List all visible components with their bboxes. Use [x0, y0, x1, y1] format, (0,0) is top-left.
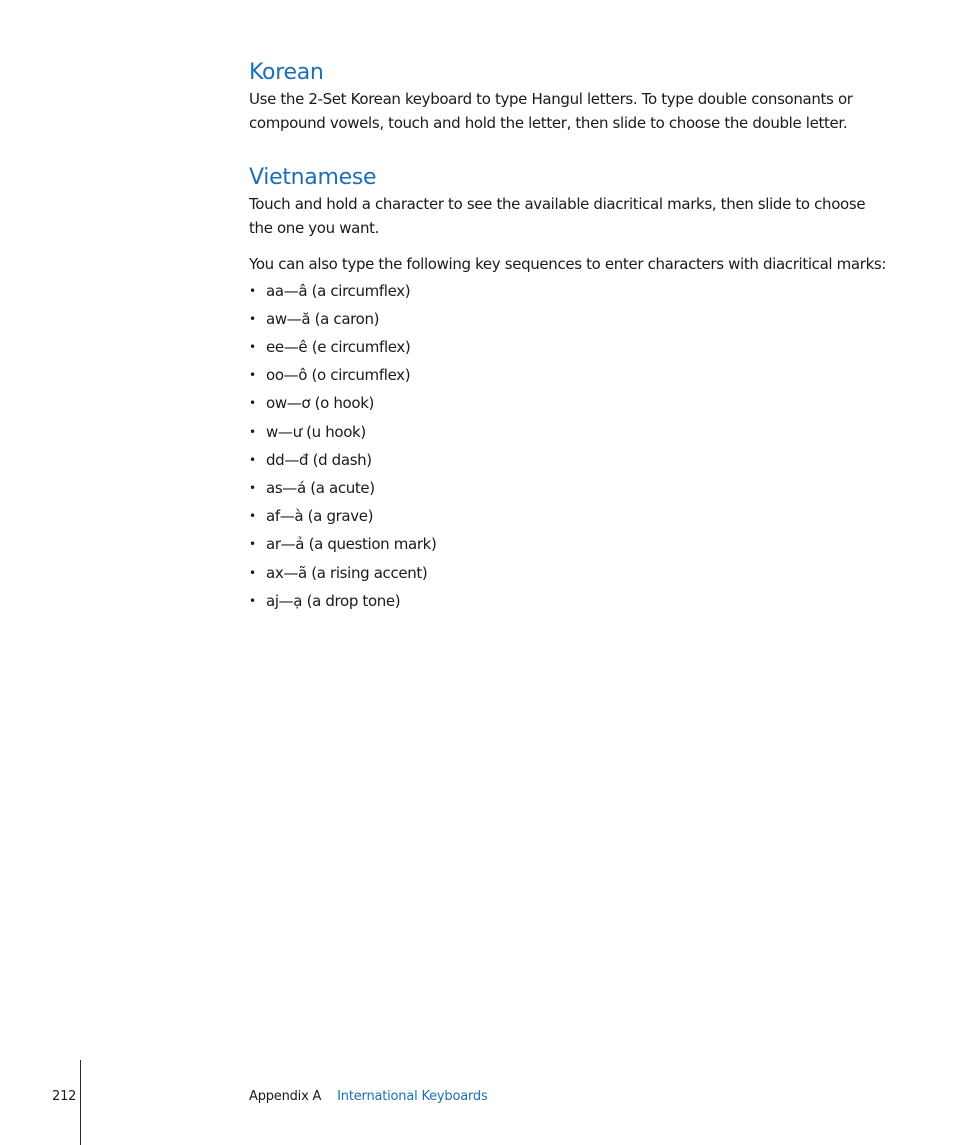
- list-item-text: oo—ô (o circumflex): [266, 366, 411, 385]
- heading-vietnamese: Vietnamese: [249, 165, 377, 190]
- korean-paragraph: Use the 2-Set Korean keyboard to type Hangul letters. To type double consonants or compound vowels, touch and hold the letter, then slide to choose the double letter.: [249, 90, 853, 132]
- list-item: [249, 305, 889, 333]
- bullet-icon: •: [249, 368, 256, 383]
- page-content: [249, 58, 889, 615]
- bullet-icon: •: [249, 565, 256, 580]
- list-item-text: ar—ả (a question mark): [266, 535, 437, 554]
- section-vietnamese: [249, 163, 889, 615]
- vietnamese-paragraph-2: You can also type the following key sequences to enter characters with diacritical marks:: [249, 255, 887, 273]
- vietnamese-paragraph-1: Touch and hold a character to see the available diacritical marks, then slide to choose the one you want.: [249, 195, 866, 237]
- bullet-icon: •: [249, 396, 256, 411]
- bullet-icon: •: [249, 593, 256, 608]
- list-item: [249, 446, 889, 474]
- bullet-icon: •: [249, 480, 256, 495]
- bullet-icon: •: [249, 509, 256, 524]
- key-sequence-list: [249, 277, 889, 615]
- list-item: [249, 502, 889, 530]
- chapter-link[interactable]: International Keyboards: [337, 1089, 488, 1104]
- footer-breadcrumb: [249, 1088, 488, 1106]
- list-item: [249, 587, 889, 615]
- list-item-text: ee—ê (e circumflex): [266, 337, 411, 356]
- list-item: [249, 361, 889, 389]
- list-item: [249, 333, 889, 361]
- bullet-icon: •: [249, 283, 256, 298]
- appendix-label: Appendix A: [249, 1089, 322, 1104]
- bullet-icon: •: [249, 311, 256, 326]
- heading-korean: Korean: [249, 60, 324, 85]
- bullet-icon: •: [249, 537, 256, 552]
- list-item: [249, 474, 889, 502]
- list-item: [249, 277, 889, 305]
- list-item: [249, 418, 889, 446]
- list-item-text: aj—ạ (a drop tone): [266, 591, 401, 610]
- list-item-text: as—á (a acute): [266, 478, 375, 497]
- list-item-text: w—ư (u hook): [266, 422, 366, 441]
- list-item-text: aa—â (a circumflex): [266, 281, 411, 300]
- list-item-text: aw—ă (a caron): [266, 309, 380, 328]
- list-item: [249, 530, 889, 558]
- list-item-text: af—à (a grave): [266, 507, 374, 526]
- list-item-text: ax—ã (a rising accent): [266, 563, 428, 582]
- list-item: [249, 559, 889, 587]
- footer-divider: [80, 1060, 81, 1145]
- list-item-text: dd—đ (d dash): [266, 450, 372, 469]
- list-item-text: ow—ơ (o hook): [266, 394, 375, 413]
- page-number: 212: [52, 1089, 77, 1104]
- bullet-icon: •: [249, 424, 256, 439]
- list-item: [249, 389, 889, 417]
- bullet-icon: •: [249, 339, 256, 354]
- section-korean: [249, 58, 889, 135]
- bullet-icon: •: [249, 452, 256, 467]
